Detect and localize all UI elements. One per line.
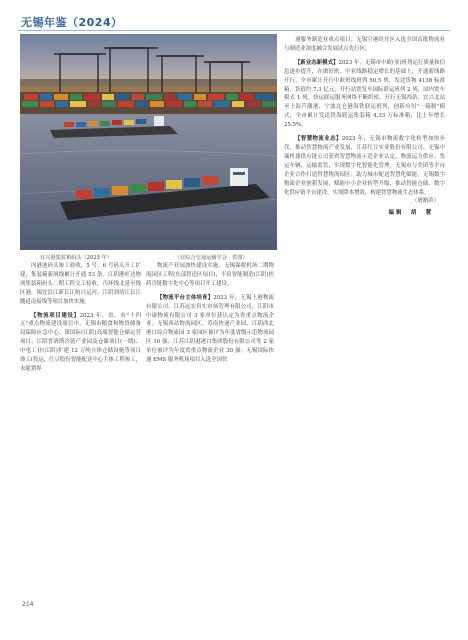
section-logistics-projects (20, 312, 141, 374)
section-body: 2023 年，无锡市物流数字化转型加快步伐，推动智慧物流产业发展，江苏红豆实业股份有限公司、无锡中瑞机器供应链公司获省智慧物流示范企业认定，物流运力供应、货运车辆、运输监管，实现数字化智能化管理；无锡市与美团等平台企业合作打造智慧物流园区；助力城市配送智慧化赋能，无锡数字物流企业创新发展，赋能中小企业转型升级，推动智能仓储、数字化供应链平台建设，实现降本增效，构建智慧物流生态体系。 (284, 136, 445, 196)
section-heading: 【新业态新模式】 (295, 59, 339, 66)
section-body: 2023 年，省、市"十四五"重点物流建设项目中，无锡市粮食和物资储备局保障应急中心、深国际(江阴)高端智能仓储运营项目、江阴普洛斯冷链产业园及仓储项目(一期)、中电工业(江阴)扩建 12 万吨立体仓储设施等项目竣工(投运，红豆股份智能配送中心主体工程竣工，未能划界 (20, 312, 141, 372)
editor-credit: 编辑 胡 慧 (388, 210, 433, 217)
photo-credit: （宜综合交通运输学会 供图） (175, 255, 248, 261)
paragraph: 内港池码头竣工验收，5 号、6 号码头开工扩建，集装箱新航线累计开通 53 条。江阴港旺达物流集装箱码头二期工程交工验收，丙环线北延至线区港，锡宜沿江新长江航兴运河、江阴到靖江长江隧道南接线等项目加快实施。 (20, 263, 141, 305)
author-note: （屠路滨） (412, 198, 439, 205)
yearbook-title: 无锡年鉴（2024） (21, 16, 123, 29)
paragraph: 物流产业园加快建设实施，无锡保税机场二期物流园区工程(东部智造区项目)、丰泉智能制造(江阴)医药冷链数字化中心等项目开工建设。 (146, 263, 274, 287)
section-new-formats (284, 59, 445, 130)
header-divider (18, 30, 450, 31)
photo-caption: 宜兴港集装箱码头（2023 年） (40, 255, 112, 261)
section-smart-logistics (284, 135, 445, 197)
section-heading: 【物流平台主体培育】 (157, 294, 214, 301)
text-column-1 (20, 262, 141, 374)
paragraph: 递服务制造业重点项目；无锡空港经开区入选全国首批物流业与制造业深度融合发展试点先行区。 (284, 37, 445, 52)
page-number: 214 (22, 601, 34, 608)
section-body: 2023 年，无锡上港物流有限公司、江苏远宏真实市场管理有限公司、江阴市中康物流有限公司 3 家单位获认定为省重点物流企业；无锡西站物流园区、苏南快递产业园、江阴西北港口综合物流园 3 家园区被评为年度省级示范物流园区 10 强；江苏江阴港港口集团股份有限公司等 2 家单位被评为年度省重点物流企业 30 强；无锡国际快递 EMS 服务机场项目入选全国快 (146, 294, 274, 364)
text-column-2 (146, 262, 274, 365)
section-heading: 【智慧物流业态】 (295, 136, 342, 143)
section-body: 2023 年，无锡市中欧(亚)班列运行质量和信息逐步提升，在做好班、中亚线路稳定增长的基础上，开通新线路开行，全市累计开行中欧班线班列 50.5 列，发送货物 4138 标准箱，货值约 7.3 亿元，开行站宽发车国际联运班列 2 列，国内宽车模式 1 列。快运联运服务网络不断织密，开行无锡西站、宜兴北站至上海芦潮港、宁波北仑港海铁联运班列，创新应用"一箱制"模式，全市累计发送铁海联运集装箱 4.33 万标准箱，比上年增长 25.5%。 (284, 59, 445, 129)
section-heading: 【物流项目建设】 (31, 312, 80, 319)
section-logistics-entities (146, 294, 274, 365)
port-photo (20, 34, 277, 250)
text-column-3 (284, 36, 445, 218)
